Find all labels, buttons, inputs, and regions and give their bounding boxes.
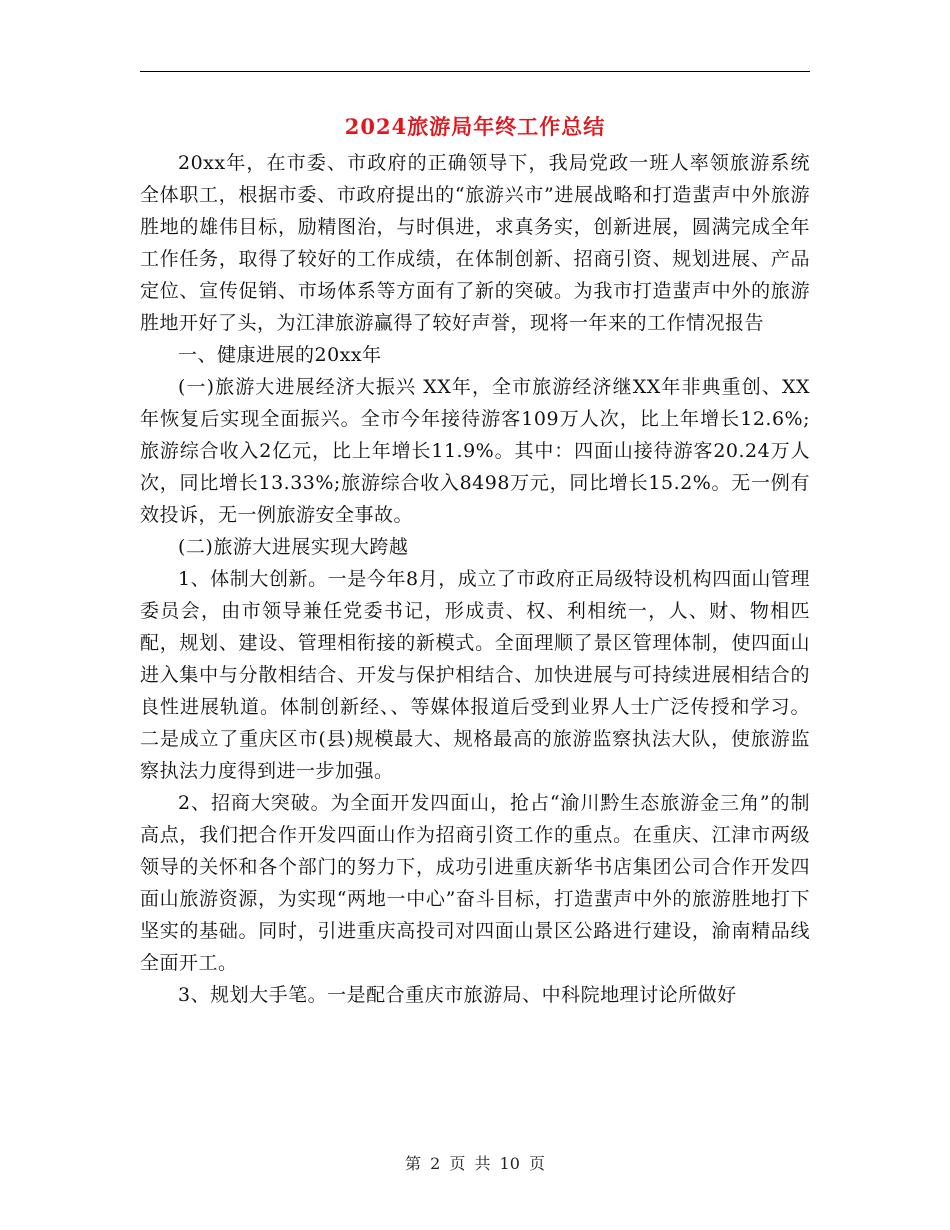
section-heading-1: 一、健康进展的20xx年 (178, 344, 382, 366)
paragraph-system-innovation: 1、体制大创新。一是今年8月，成立了市政府正局级特设机构四面山管理委员会，由市领导兼任党委书记，形成责、权、利相统一，人、财、物相匹配，规划、建设、管理相衔接的新模式。全面理顺了景区管理体制，使四面山进入集中与分散相结合、开发与保护相结合、加快进展与可持续进展相结合的良性进展轨道。体制创新经、、等媒体报道后受到业界人士广泛传授和学习。二是成立了重庆区市(县)规模最大、规格最高的旅游监察执法大队，使旅游监察执法力度得到进一步加强。 (140, 568, 810, 782)
subsection-heading-2: (二)旅游大进展实现大跨越 (178, 536, 409, 558)
paragraph-planning: 3、规划大手笔。一是配合重庆市旅游局、中科院地理讨论所做好 (178, 984, 737, 1006)
document-body (140, 147, 810, 1011)
paragraph-intro: 20xx年，在市委、市政府的正确领导下，我局党政一班人率领旅游系统全体职工，根据市委、市政府提出的“旅游兴市”进展战略和打造蜚声中外旅游胜地的雄伟目标，励精图治，与时俱进，求真务实，创新进展，圆满完成全年工作任务，取得了较好的工作成绩，在体制创新、招商引资、规划进展、产品定位、宣传促销、市场体系等方面有了新的突破。为我市打造蜚声中外的旅游胜地开好了头，为江津旅游赢得了较好声誉，现将一年来的工作情况报告 (140, 152, 810, 334)
document-title: 2024旅游局年终工作总结 (344, 114, 606, 139)
page-footer: 第 2 页 共 10 页 (405, 1154, 545, 1173)
paragraph-economy: (一)旅游大进展经济大振兴 XX年，全市旅游经济继XX年非典重创、XX年恢复后实现全面振兴。全市今年接待游客109万人次，比上年增长12.6%;旅游综合收入2亿元，比上年增长11.9%。其中：四面山接待游客20.24万人次，同比增长13.33%;旅游综合收入8498万元，同比增长15.2%。无一例有效投诉，无一例旅游安全事故。 (140, 376, 810, 526)
paragraph-investment: 2、招商大突破。为全面开发四面山，抢占“渝川黔生态旅游金三角”的制高点，我们把合作开发四面山作为招商引资工作的重点。在重庆、江津市两级领导的关怀和各个部门的努力下，成功引进重庆新华书店集团公司合作开发四面山旅游资源，为实现“两地一中心”奋斗目标，打造蜚声中外的旅游胜地打下坚实的基础。同时，引进重庆高投司对四面山景区公路进行建设，渝南精品线全面开工。 (140, 792, 810, 974)
header-rule (140, 71, 810, 72)
